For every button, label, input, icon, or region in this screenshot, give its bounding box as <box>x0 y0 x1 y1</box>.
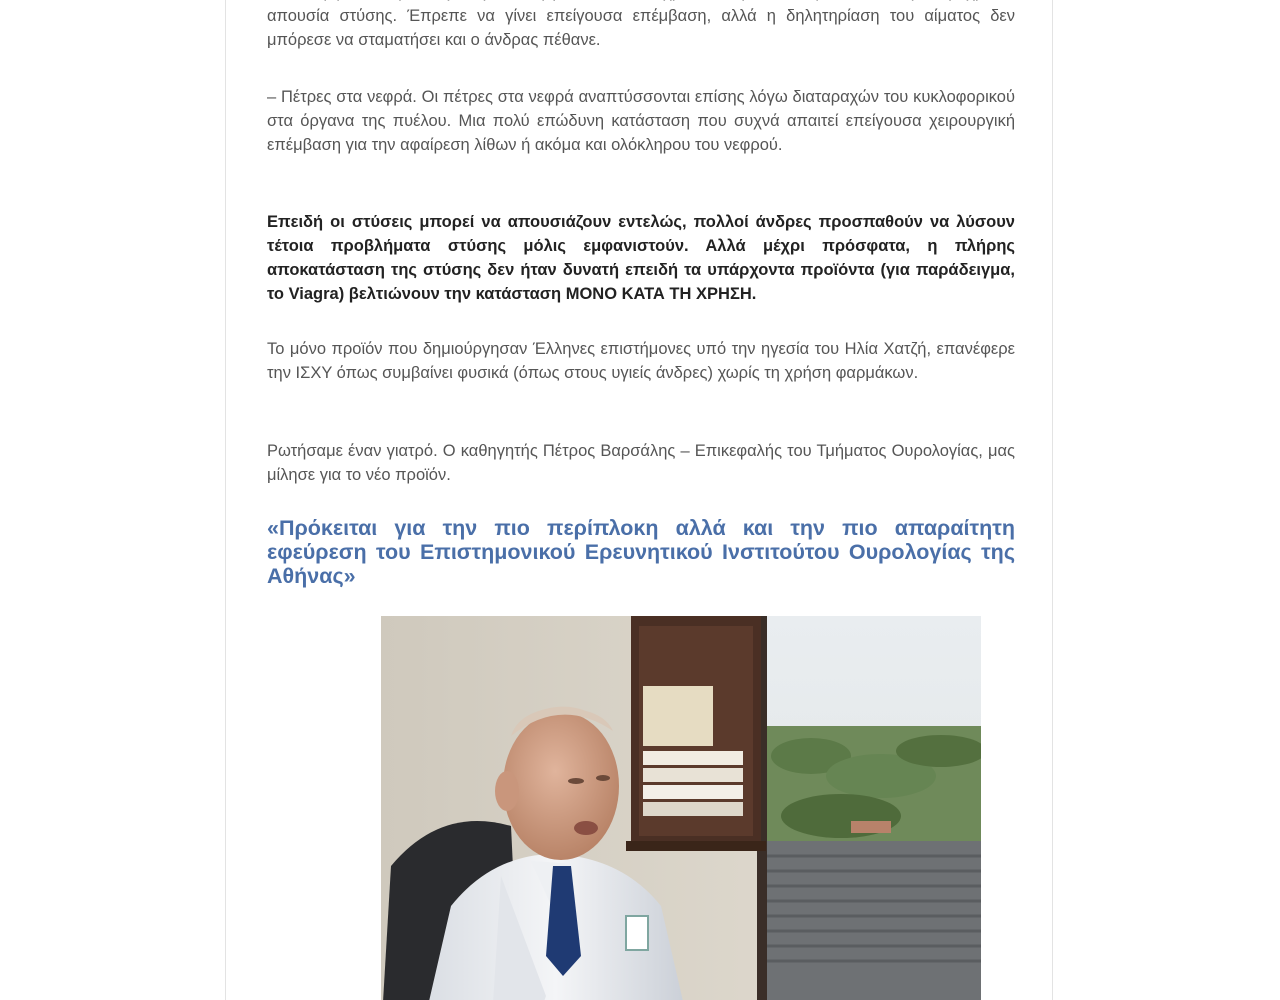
paragraph-doctor-intro: Ρωτήσαμε έναν γιατρό. Ο καθηγητής Πέτρος Βαρσάλης – Επικεφαλής του Τμήματος Ουρολογίας, μας μίλησε για το νέο προϊόν. <box>267 442 1015 484</box>
paragraph-bold-statement: Επειδή οι στύσεις μπορεί να απουσιάζουν εντελώς, πολλοί άνδρες προσπαθούν να λύσουν τέτοια προβλήματα στύσης μόλις εμφανιστούν. Αλλά μέχρι πρόσφατα, η πλήρης αποκατάσταση της στύσης δεν ήταν δυνατή επειδή τα υπάρχοντα προϊόντα (για παράδειγμα, το Viagra) βελτιώνουν την κατάσταση ΜΟΝΟ ΚΑΤΑ ΤΗ ΧΡΗΣΗ. <box>267 213 1015 303</box>
paragraph-product: Το μόνο προϊόν που δημιούργησαν Έλληνες επιστήμονες υπό την ηγεσία του Ηλία Χατζή, επανέφερε την ΙΣΧΥ όπως συμβαίνει φυσικά (όπως στους υγιείς άνδρες) χωρίς τη χρήση φαρμάκων. <box>267 340 1015 382</box>
quote-heading: «Πρόκειται για την πιο περίπλοκη αλλά και την πιο απαραίτητη εφεύρεση του Επιστημονικού Ερευνητικού Ινστιτούτου Ουρολογίας της Αθήνας» <box>267 516 1015 588</box>
paragraph-partial-symptom: απουσία στύσης. Έπρεπε να γίνει επείγουσα επέμβαση, αλλά η δηλητηρίαση του αίματος δεν μπόρεσε να σταματήσει και ο άνδρας πέθανε. <box>267 7 1015 49</box>
doctor-portrait-image <box>381 616 981 1000</box>
paragraph-kidney-stones: – Πέτρες στα νεφρά. Οι πέτρες στα νεφρά αναπτύσσονται επίσης λόγω διαταραχών του κυκλοφορικού στα όργανα της πυέλου. Μια πολύ επώδυνη κατάσταση που συχνά απαιτεί επείγουσα χειρουργική επέμβαση για την αφαίρεση λίθων ή ακόμα και ολόκληρου του νεφρού. <box>267 88 1015 154</box>
article-container <box>225 0 1053 1000</box>
doctor-portrait-photo <box>381 616 981 1000</box>
